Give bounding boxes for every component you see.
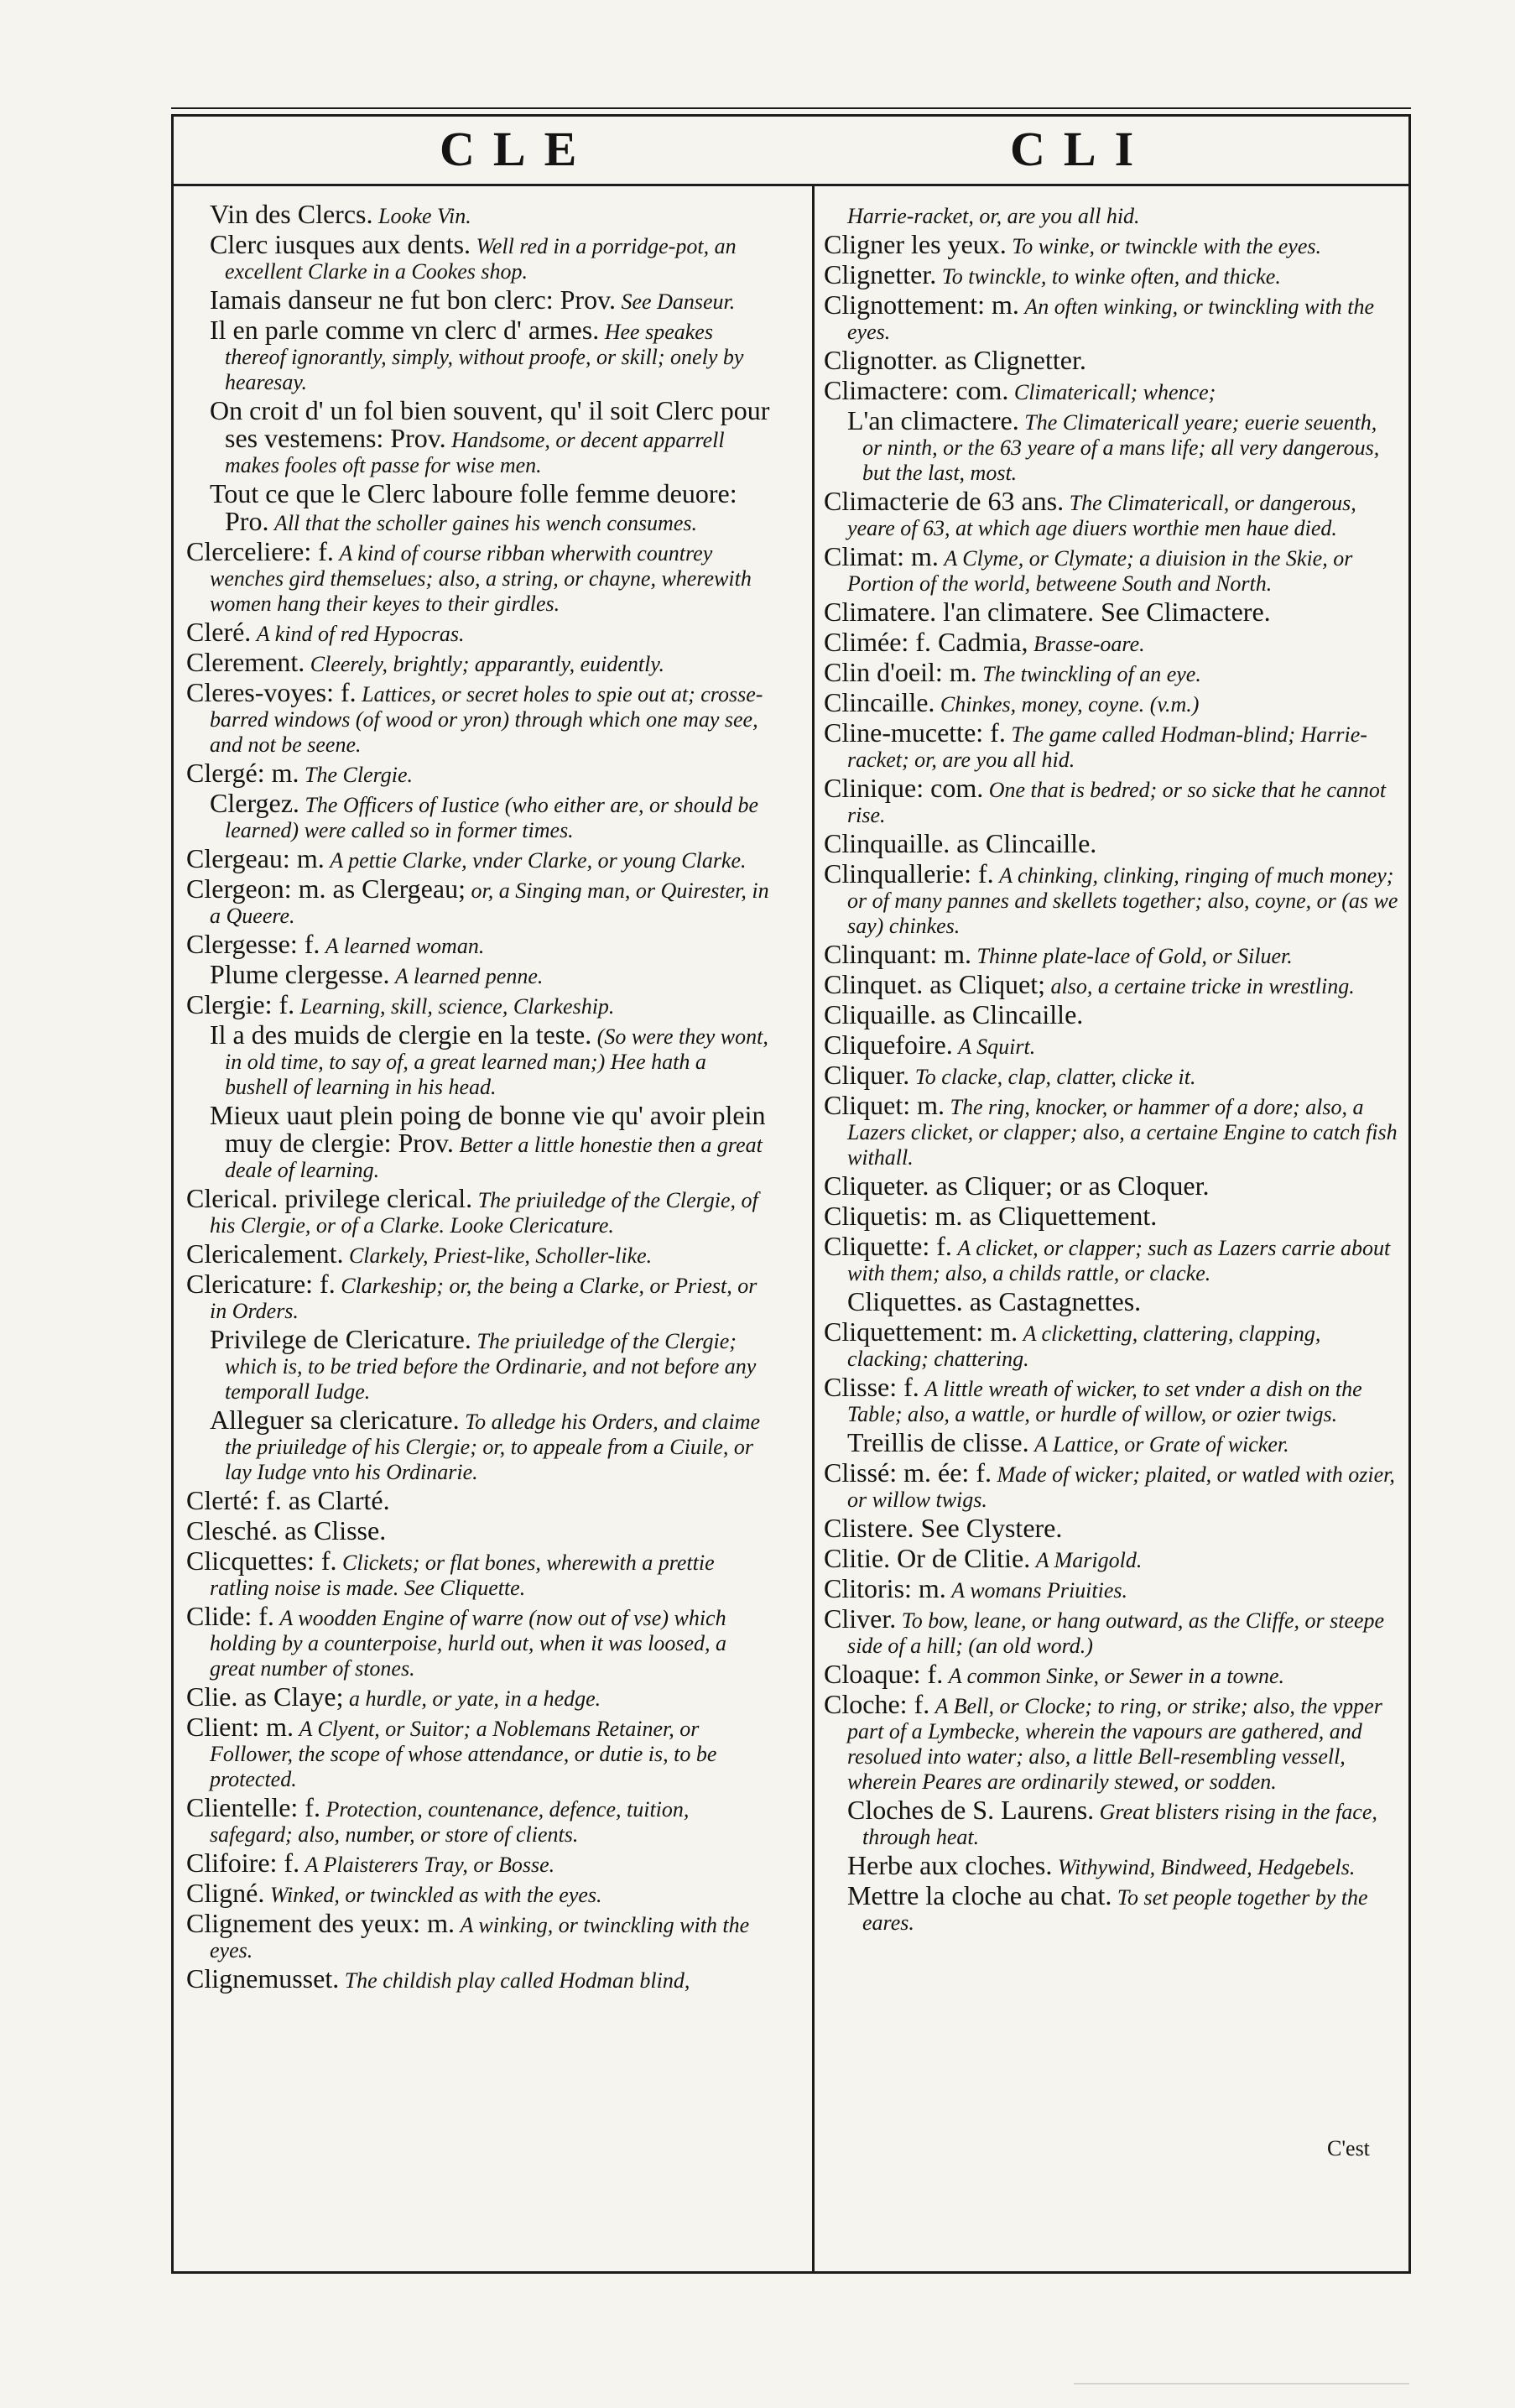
- entry-headword: Cliquaille. as Clincaille.: [824, 999, 1084, 1029]
- dictionary-entry: [186, 959, 773, 989]
- entry-headword: Iamais danseur ne fut bon clerc: Prov.: [210, 284, 616, 315]
- entry-headword: Clinique: com.: [824, 773, 984, 803]
- dictionary-entry: [186, 1792, 773, 1848]
- entry-headword: L'an climactere.: [847, 405, 1019, 435]
- page-header: [171, 117, 1411, 186]
- entry-headword: Clinquant: m.: [824, 939, 971, 969]
- dictionary-entry: [824, 488, 1399, 541]
- entry-headword: Clergie: f.: [186, 989, 295, 1019]
- dictionary-entry: [186, 478, 773, 536]
- bottom-smudge: [1074, 2383, 1409, 2385]
- entry-headword: Clistere. See Clystere.: [824, 1513, 1063, 1543]
- entry-gloss: The Climatericall, or dangerous, yeare of 63, at which age diuers worthie men haue died.: [847, 491, 1356, 540]
- entry-headword: Clerc iusques aux dents.: [210, 229, 471, 259]
- top-rule: [171, 107, 1411, 109]
- dictionary-entry: [824, 1661, 1399, 1689]
- dictionary-entry: [186, 1681, 773, 1712]
- entry-gloss: A learned penne.: [394, 964, 544, 988]
- dictionary-entry: [186, 790, 773, 843]
- entry-gloss: A Bell, or Clocke; to ring, or strike; also, the vpper part of a Lymbecke, wherein the vapours are gathered, and resolued into water; also, a little Bell-resembling vessell, wherein Peares are ordinarily stewed, or sodden.: [847, 1694, 1382, 1794]
- entry-headword: Clerceliere: f.: [186, 536, 334, 566]
- entry-headword: Clientelle: f.: [186, 1792, 320, 1822]
- dictionary-entry: [186, 1019, 773, 1100]
- dictionary-entry: [186, 395, 773, 478]
- entry-headword: Tout ce que le Clerc laboure folle femme deuore: Pro.: [210, 478, 737, 536]
- entry-headword: Clignotter. as Clignetter.: [824, 345, 1086, 375]
- dictionary-entry: [824, 999, 1399, 1029]
- dictionary-entry: [186, 1545, 773, 1601]
- dictionary-entry: [824, 1457, 1399, 1513]
- dictionary-entry: [186, 1850, 773, 1878]
- header-rule: [171, 184, 1411, 186]
- dictionary-entry: [186, 1326, 773, 1405]
- entry-headword: Cligné.: [186, 1878, 265, 1908]
- entry-gloss: A Plaisterers Tray, or Bosse.: [305, 1853, 555, 1877]
- entry-gloss: Hee speakes thereof ignorantly, simply, without proofe, or skill; onely by hearesay.: [225, 320, 744, 394]
- dictionary-entry: [186, 677, 773, 758]
- dictionary-entry: [186, 1963, 773, 1994]
- entry-gloss: The Clergie.: [305, 763, 414, 787]
- dictionary-entry: [824, 1233, 1399, 1286]
- entry-gloss: Climatericall; whence;: [1013, 380, 1216, 404]
- dictionary-entry: [824, 687, 1399, 717]
- dictionary-entry: [824, 599, 1399, 627]
- dictionary-entry: [824, 1691, 1399, 1795]
- entry-gloss: An often winking, or twinckling with the eyes.: [847, 294, 1375, 344]
- entry-gloss: A clicket, or clapper; such as Lazers carrie about with them; also, a childs rattle, or clacke.: [847, 1236, 1391, 1285]
- entry-gloss: The Officers of Iustice (who either are, or should be learned) were called so in former times.: [225, 793, 759, 842]
- dictionary-entry: [824, 775, 1399, 828]
- entry-headword: Mettre la cloche au chat.: [847, 1880, 1112, 1910]
- entry-gloss: or, a Singing man, or Quirester, in a Queere.: [210, 878, 769, 928]
- entry-headword: Cliquefoire.: [824, 1029, 953, 1060]
- dictionary-entry: [824, 347, 1399, 375]
- entry-headword: Cloche: f.: [824, 1689, 930, 1719]
- entry-headword: Cliquette: f.: [824, 1231, 952, 1261]
- entry-headword: Clie. as Claye;: [186, 1681, 344, 1712]
- left-column: [186, 201, 773, 1996]
- entry-headword: Mieux uaut plein poing de bonne vie qu' avoir plein muy de clergie: Prov.: [210, 1100, 766, 1158]
- dictionary-entry: [824, 1062, 1399, 1090]
- entry-gloss: To clacke, clap, clatter, clicke it.: [914, 1065, 1196, 1089]
- entry-headword: Clin d'oeil: m.: [824, 657, 977, 687]
- dictionary-entry: [824, 828, 1399, 858]
- entry-headword: Client: m.: [186, 1712, 294, 1742]
- entry-gloss: Great blisters rising in the face, through heat.: [862, 1800, 1377, 1849]
- dictionary-entry: [186, 284, 773, 315]
- dictionary-entry: [824, 858, 1399, 939]
- entry-headword: Cliver.: [824, 1603, 897, 1634]
- entry-headword: Cloches de S. Laurens.: [847, 1795, 1095, 1825]
- dictionary-entry: [824, 1850, 1399, 1880]
- entry-headword: Vin des Clercs.: [210, 199, 373, 229]
- entry-headword: On croit d' un fol bien souvent, qu' il soit Clerc pour ses vestemens: Prov.: [210, 395, 770, 453]
- entry-headword: Clitoris: m.: [824, 1573, 946, 1603]
- entry-gloss: A chinking, clinking, ringing of much money; or of many pannes and skellets together; also, coyne, or (as we say) chinkes.: [847, 863, 1398, 938]
- entry-headword: Herbe aux cloches.: [847, 1850, 1053, 1880]
- entry-headword: Privilege de Clericature.: [210, 1324, 471, 1354]
- dictionary-entry: [824, 717, 1399, 773]
- entry-headword: Clicquettes: f.: [186, 1545, 337, 1576]
- dictionary-entry: [824, 1029, 1399, 1060]
- entry-gloss: A winking, or twinckling with the eyes.: [210, 1913, 750, 1962]
- entry-gloss: A Lattice, or Grate of wicker.: [1034, 1432, 1289, 1457]
- entry-headword: Clerical. privilege clerical.: [186, 1183, 473, 1213]
- dictionary-entry: [186, 619, 773, 647]
- dictionary-entry: [186, 843, 773, 873]
- dictionary-entry: [186, 1880, 773, 1908]
- entry-headword: Clericature: f.: [186, 1269, 336, 1299]
- dictionary-entry: [824, 1797, 1399, 1850]
- entry-headword: Climactere: com.: [824, 375, 1009, 405]
- entry-headword: Clissé: m. ée: f.: [824, 1457, 992, 1488]
- entry-headword: Clignemusset.: [186, 1963, 340, 1994]
- entry-gloss: The ring, knocker, or hammer of a dore; also, a Lazers clicket, or clapper; also, a certaine Engine to catch fish withall.: [847, 1095, 1398, 1170]
- dictionary-entry: [186, 1714, 773, 1792]
- entry-gloss: All that the scholler gaines his wench consumes.: [273, 511, 697, 535]
- entry-gloss: Clickets; or flat bones, wherewith a prettie ratling noise is made. See Cliquette.: [210, 1551, 715, 1600]
- entry-headword: Cliquer.: [824, 1060, 910, 1090]
- entry-headword: Alleguer sa clericature.: [210, 1405, 460, 1435]
- entry-gloss: A woodden Engine of warre (now out of vse) which holding by a counterpoise, hurld out, when it was loosed, a great number of stones.: [210, 1606, 727, 1681]
- entry-headword: Clergeau: m.: [186, 843, 325, 873]
- entry-gloss: The priuiledge of the Clergie; which is, to be tried before the Ordinarie, and not before any temporall Iudge.: [225, 1329, 757, 1404]
- entry-headword: Clericalement.: [186, 1238, 344, 1269]
- right-column: [824, 201, 1399, 1938]
- dictionary-entry: [186, 536, 773, 617]
- entry-headword: Clignement des yeux: m.: [186, 1908, 455, 1938]
- entry-gloss: Looke Vin.: [377, 204, 471, 228]
- dictionary-entry: [824, 1573, 1399, 1603]
- dictionary-entry: [824, 1603, 1399, 1659]
- dictionary-entry: [824, 1286, 1399, 1316]
- entry-headword: Clinquet. as Cliquet;: [824, 969, 1045, 999]
- dictionary-entry: [186, 1271, 773, 1324]
- dictionary-entry: [186, 229, 773, 284]
- entry-headword: Clifoire: f.: [186, 1848, 300, 1878]
- entry-gloss: A Clyent, or Suitor; a Noblemans Retainer, or Follower, the scope of whose attendance, or dutie is, to be protected.: [210, 1717, 717, 1791]
- dictionary-entry: [824, 1203, 1399, 1231]
- entry-headword: Clinquallerie: f.: [824, 858, 994, 889]
- entry-headword: Cleres-voyes: f.: [186, 677, 357, 707]
- entry-gloss: A kind of red Hypocras.: [256, 622, 465, 646]
- entry-gloss: The priuiledge of the Clergie, of his Clergie, or of a Clarke. Looke Clericature.: [210, 1188, 758, 1238]
- entry-gloss: Winked, or twinckled as with the eyes.: [269, 1883, 602, 1907]
- catchword: C'est: [1327, 2136, 1370, 2160]
- dictionary-entry: [186, 1485, 773, 1515]
- entry-gloss: The twinckling of an eye.: [982, 662, 1201, 686]
- entry-headword: Clesché. as Clisse.: [186, 1515, 387, 1545]
- entry-headword: Clincaille.: [824, 687, 935, 717]
- dictionary-entry: [824, 405, 1399, 486]
- entry-headword: Cliquettement: m.: [824, 1316, 1018, 1347]
- dictionary-entry: [186, 931, 773, 959]
- dictionary-entry: [186, 1910, 773, 1963]
- entry-headword: Clergesse: f.: [186, 929, 320, 959]
- entry-headword: Treillis de clisse.: [847, 1427, 1029, 1457]
- dictionary-entry: [186, 1515, 773, 1545]
- entry-headword: Plume clergesse.: [210, 959, 390, 989]
- entry-headword: Clinquaille. as Clincaille.: [824, 828, 1097, 858]
- entry-gloss: A womans Priuities.: [951, 1578, 1127, 1603]
- entry-gloss: To bow, leane, or hang outward, as the Cliffe, or steepe side of a hill; (an old word.): [847, 1608, 1385, 1658]
- entry-gloss: A little wreath of wicker, to set vnder a dish on the Table; also, a wattle, or hurdle of willow, or ozier twigs.: [847, 1377, 1362, 1426]
- entry-gloss: The game called Hodman-blind; Harrie-racket; or, are you all hid.: [847, 722, 1367, 772]
- entry-gloss: Withywind, Bindweed, Hedgebels.: [1057, 1855, 1356, 1879]
- dictionary-entry: [186, 873, 773, 929]
- entry-gloss: A kind of course ribban wherwith countrey wenches gird themselues; also, a string, or chayne, wherewith women hang their keyes to their girdles.: [210, 541, 752, 616]
- dictionary-entry: [824, 1170, 1399, 1201]
- dictionary-entry: [186, 1102, 773, 1183]
- entry-headword: Clergeon: m. as Clergeau;: [186, 873, 466, 904]
- entry-headword: Clignetter.: [824, 259, 937, 289]
- entry-gloss: A learned woman.: [325, 934, 485, 958]
- entry-headword: Cloaque: f.: [824, 1659, 944, 1689]
- entry-headword: Clerement.: [186, 647, 305, 677]
- entry-gloss: Chinkes, money, coyne. (v.m.): [940, 692, 1200, 717]
- entry-gloss: Harrie-racket, or, are you all hid.: [847, 204, 1140, 228]
- entry-gloss: Clarkely, Priest-like, Scholler-like.: [348, 1243, 653, 1268]
- entry-gloss: Brasse-oare.: [1033, 632, 1145, 656]
- entry-gloss: Clarkeship; or, the being a Clarke, or Priest, or in Orders.: [210, 1274, 758, 1323]
- entry-gloss: To winke, or twinckle with the eyes.: [1012, 234, 1321, 258]
- entry-gloss: Cleerely, brightly; apparantly, euidently.: [310, 652, 664, 676]
- dictionary-entry: [824, 1545, 1399, 1573]
- entry-gloss: To twinckle, to winke often, and thicke.: [941, 264, 1281, 289]
- dictionary-entry: [824, 629, 1399, 657]
- entry-gloss: Handsome, or decent apparrell makes fooles oft passe for wise men.: [225, 428, 725, 477]
- entry-gloss: A Squirt.: [958, 1035, 1036, 1059]
- dictionary-entry: [824, 259, 1399, 289]
- dictionary-entry: [186, 989, 773, 1019]
- entry-gloss: Made of wicker; plaited, or watled with ozier, or willow twigs.: [847, 1462, 1395, 1512]
- dictionary-entry: [186, 201, 773, 229]
- entry-gloss: Protection, countenance, defence, tuition, safegard; also, number, or store of clients.: [210, 1797, 690, 1847]
- entry-gloss: The Climatericall yeare; euerie seuenth, or ninth, or the 63 yeare of a mans life; all very dangerous, but the last, most.: [862, 410, 1380, 485]
- entry-headword: Clisse: f.: [824, 1372, 919, 1402]
- dictionary-entry: [824, 1515, 1399, 1543]
- entry-gloss: See Danseur.: [621, 289, 736, 314]
- entry-headword: Cliquet: m.: [824, 1090, 945, 1120]
- dictionary-entry: [186, 1603, 773, 1681]
- dictionary-entry: [186, 649, 773, 677]
- dictionary-entry: [824, 541, 1399, 597]
- entry-gloss: Well red in a porridge-pot, an excellent Clarke in a Cookes shop.: [225, 234, 737, 284]
- dictionary-entry: [824, 229, 1399, 259]
- entry-headword: Climatere. l'an climatere. See Climactere.: [824, 597, 1271, 627]
- entry-gloss: A Clyme, or Clymate; a diuision in the Skie, or Portion of the world, betweene South and North.: [847, 546, 1353, 596]
- dictionary-entry: [186, 1238, 773, 1269]
- entry-gloss: also, a certaine tricke in wrestling.: [1050, 974, 1355, 998]
- entry-gloss: Better a little honestie then a great deale of learning.: [225, 1133, 763, 1182]
- entry-headword: Cligner les yeux.: [824, 229, 1007, 259]
- dictionary-entry: [186, 760, 773, 788]
- entry-headword: Cline-mucette: f.: [824, 717, 1006, 748]
- entry-gloss: A Marigold.: [1035, 1548, 1143, 1572]
- entry-headword: Il a des muids de clergie en la teste.: [210, 1019, 592, 1050]
- dictionary-entry: [824, 941, 1399, 969]
- entry-gloss: A pettie Clarke, vnder Clarke, or young Clarke.: [330, 848, 747, 873]
- entry-headword: Clignottement: m.: [824, 289, 1019, 320]
- dictionary-entry: [824, 1316, 1399, 1372]
- column-divider: [812, 186, 815, 2274]
- entry-gloss: To alledge his Orders, and claime the priuiledge of his Clergie; or, to appeale from a Ciuile, or lay Iudge vnto his Ordinarie.: [225, 1410, 761, 1484]
- entry-headword: Climée: f. Cadmia,: [824, 627, 1028, 657]
- dictionary-entry: [824, 375, 1399, 405]
- dictionary-entry: [824, 201, 1399, 229]
- dictionary-entry: [186, 317, 773, 395]
- entry-gloss: A common Sinke, or Sewer in a towne.: [948, 1664, 1284, 1688]
- entry-headword: Clitie. Or de Clitie.: [824, 1543, 1031, 1573]
- entry-gloss: Lattices, or secret holes to spie out at; crosse-barred windows (of wood or yron) through which one may see, and not be seene.: [210, 682, 763, 757]
- dictionary-entry: [824, 1880, 1399, 1936]
- entry-headword: Climat: m.: [824, 541, 939, 571]
- dictionary-entry: [824, 1427, 1399, 1457]
- entry-headword: Il en parle comme vn clerc d' armes.: [210, 315, 600, 345]
- entry-headword: Climacterie de 63 ans.: [824, 486, 1065, 516]
- entry-gloss: (So were they wont, in old time, to say of, a great learned man;) Hee hath a bushell of learning in his head.: [225, 1024, 768, 1099]
- dictionary-entry: [186, 1407, 773, 1485]
- dictionary-entry: [824, 969, 1399, 999]
- entry-headword: Cliqueter. as Cliquer; or as Cloquer.: [824, 1170, 1210, 1201]
- entry-headword: Clergez.: [210, 788, 299, 818]
- entry-headword: Cliquettes. as Castagnettes.: [847, 1286, 1142, 1316]
- running-head-left: CLE: [440, 122, 596, 176]
- dictionary-entry: [824, 289, 1399, 345]
- dictionary-entry: [824, 659, 1399, 687]
- entry-headword: Clerté: f. as Clarté.: [186, 1485, 390, 1515]
- entry-gloss: a hurdle, or yate, in a hedge.: [349, 1686, 601, 1711]
- dictionary-entry: [824, 1092, 1399, 1170]
- running-head-right: CLI: [1010, 122, 1153, 176]
- entry-headword: Cliquetis: m. as Cliquettement.: [824, 1201, 1158, 1231]
- entry-gloss: One that is bedred; or so sicke that he cannot rise.: [847, 778, 1387, 827]
- entry-gloss: A clicketting, clattering, clapping, clacking; chattering.: [847, 1321, 1321, 1371]
- entry-headword: Clide: f.: [186, 1601, 274, 1631]
- dictionary-entry: [186, 1183, 773, 1238]
- entry-gloss: Thinne plate-lace of Gold, or Siluer.: [976, 944, 1293, 968]
- entry-headword: Cleré.: [186, 617, 252, 647]
- entry-gloss: To set people together by the eares.: [862, 1885, 1368, 1935]
- entry-gloss: Learning, skill, science, Clarkeship.: [299, 994, 615, 1019]
- entry-gloss: The childish play called Hodman blind,: [344, 1968, 690, 1993]
- entry-headword: Clergé: m.: [186, 758, 299, 788]
- dictionary-entry: [824, 1374, 1399, 1427]
